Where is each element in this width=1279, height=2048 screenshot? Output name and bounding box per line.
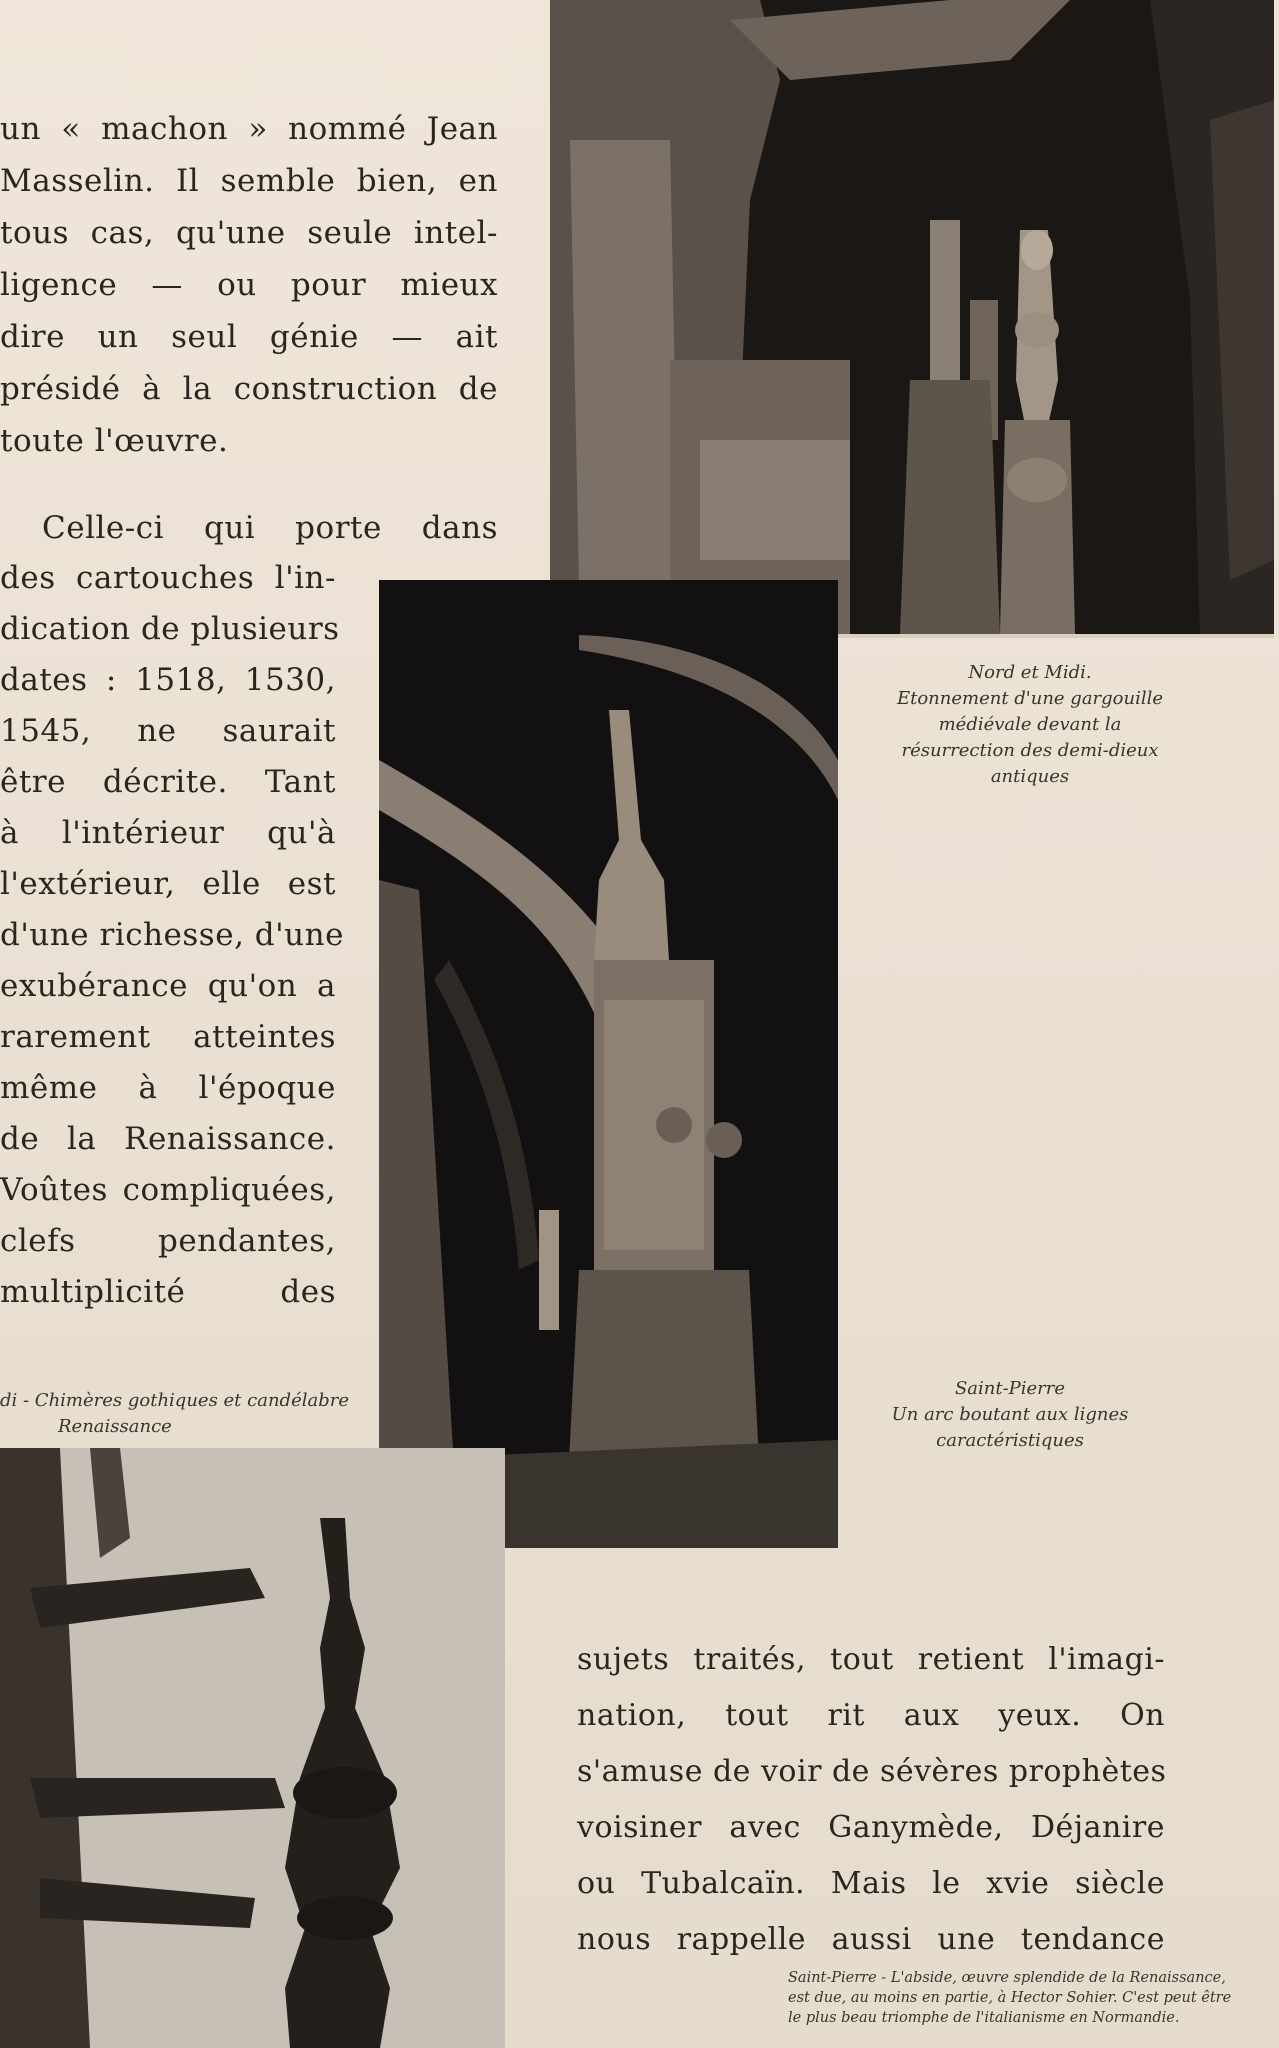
caption-line: Saint-Pierre <box>954 1378 1066 1399</box>
text-column-left-mid <box>0 502 498 554</box>
caption-line: Etonnement d'une gargouille <box>896 688 1164 709</box>
text-line: l'extérieur, elle est <box>0 866 336 902</box>
caption-line: antiques <box>990 766 1070 787</box>
text-line: d'une richesse, d'une <box>0 917 344 953</box>
text-line: clefs pendantes, <box>0 1223 336 1259</box>
caption-line: Un arc boutant aux lignes <box>891 1404 1129 1425</box>
text-line: même à l'époque <box>0 1070 336 1106</box>
photo-gargoyles-spire <box>0 1448 505 2048</box>
caption-line: résurrection des demi-dieux <box>901 740 1159 761</box>
caption-line: caractéristiques <box>936 1430 1084 1451</box>
text-line: un « machon » nommé Jean <box>0 111 498 147</box>
text-line: dates : 1518, 1530, <box>0 662 336 698</box>
caption-line: le plus beau triomphe de l'italianisme en Normandie. <box>788 2010 1180 2026</box>
text-line: Voûtes compliquées, <box>0 1172 336 1208</box>
text-line: 1545, ne saurait <box>0 713 336 749</box>
text-column-right-bottom <box>577 1632 1165 1968</box>
text-line: dire un seul génie — ait <box>0 319 498 355</box>
text-line: sujets traités, tout retient l'imagi- <box>577 1642 1165 1677</box>
text-line: exubérance qu'on a <box>0 968 336 1004</box>
text-line: toute l'œuvre. <box>0 423 229 459</box>
text-line: multiplicité des <box>0 1274 336 1310</box>
photo-gargoyle-candelabra <box>550 0 1274 638</box>
caption-line: médiévale devant la <box>938 714 1122 735</box>
text-line: tous cas, qu'une seule intel- <box>0 215 498 251</box>
text-line: ou Tubalcaïn. Mais le xvie siècle <box>577 1866 1165 1901</box>
text-line: nous rappelle aussi une tendance <box>577 1922 1165 1957</box>
text-line: de la Renaissance. <box>0 1121 336 1157</box>
text-line: Celle-ci qui porte dans <box>42 510 498 546</box>
text-line: présidé à la construction de <box>0 371 498 407</box>
text-line: être décrite. Tant <box>0 764 336 800</box>
caption-line: est due, au moins en partie, à Hector Sohier. C'est peut être <box>788 1990 1232 2006</box>
text-column-left-top <box>0 103 498 467</box>
text-line: s'amuse de voir de sévères prophètes <box>577 1754 1167 1789</box>
text-line: dication de plusieurs <box>0 611 340 647</box>
text-line: voisiner avec Ganymède, Déjanire <box>577 1810 1165 1845</box>
caption-nord-midi <box>860 660 1200 790</box>
caption-saint-pierre-arc <box>860 1376 1160 1454</box>
text-line: à l'intérieur qu'à <box>0 815 336 851</box>
text-line: rarement atteintes <box>0 1019 336 1055</box>
text-line: ligence — ou pour mieux <box>0 267 498 303</box>
text-line: des cartouches l'in- <box>0 560 336 596</box>
caption-line: di - Chimères gothiques et candélabre <box>0 1390 349 1411</box>
caption-line: Saint-Pierre - L'abside, œuvre splendide de la Renaissance, <box>788 1970 1226 1986</box>
text-column-left-narrow <box>0 553 344 1318</box>
caption-saint-pierre-abside <box>788 1968 1248 2028</box>
text-line: Masselin. Il semble bien, en <box>0 163 498 199</box>
text-line: nation, tout rit aux yeux. On <box>577 1698 1165 1733</box>
photo-flying-buttress <box>379 580 838 1548</box>
caption-line: Nord et Midi. <box>968 662 1092 683</box>
caption-line: Renaissance <box>58 1416 172 1437</box>
caption-chimeres <box>0 1388 360 1440</box>
